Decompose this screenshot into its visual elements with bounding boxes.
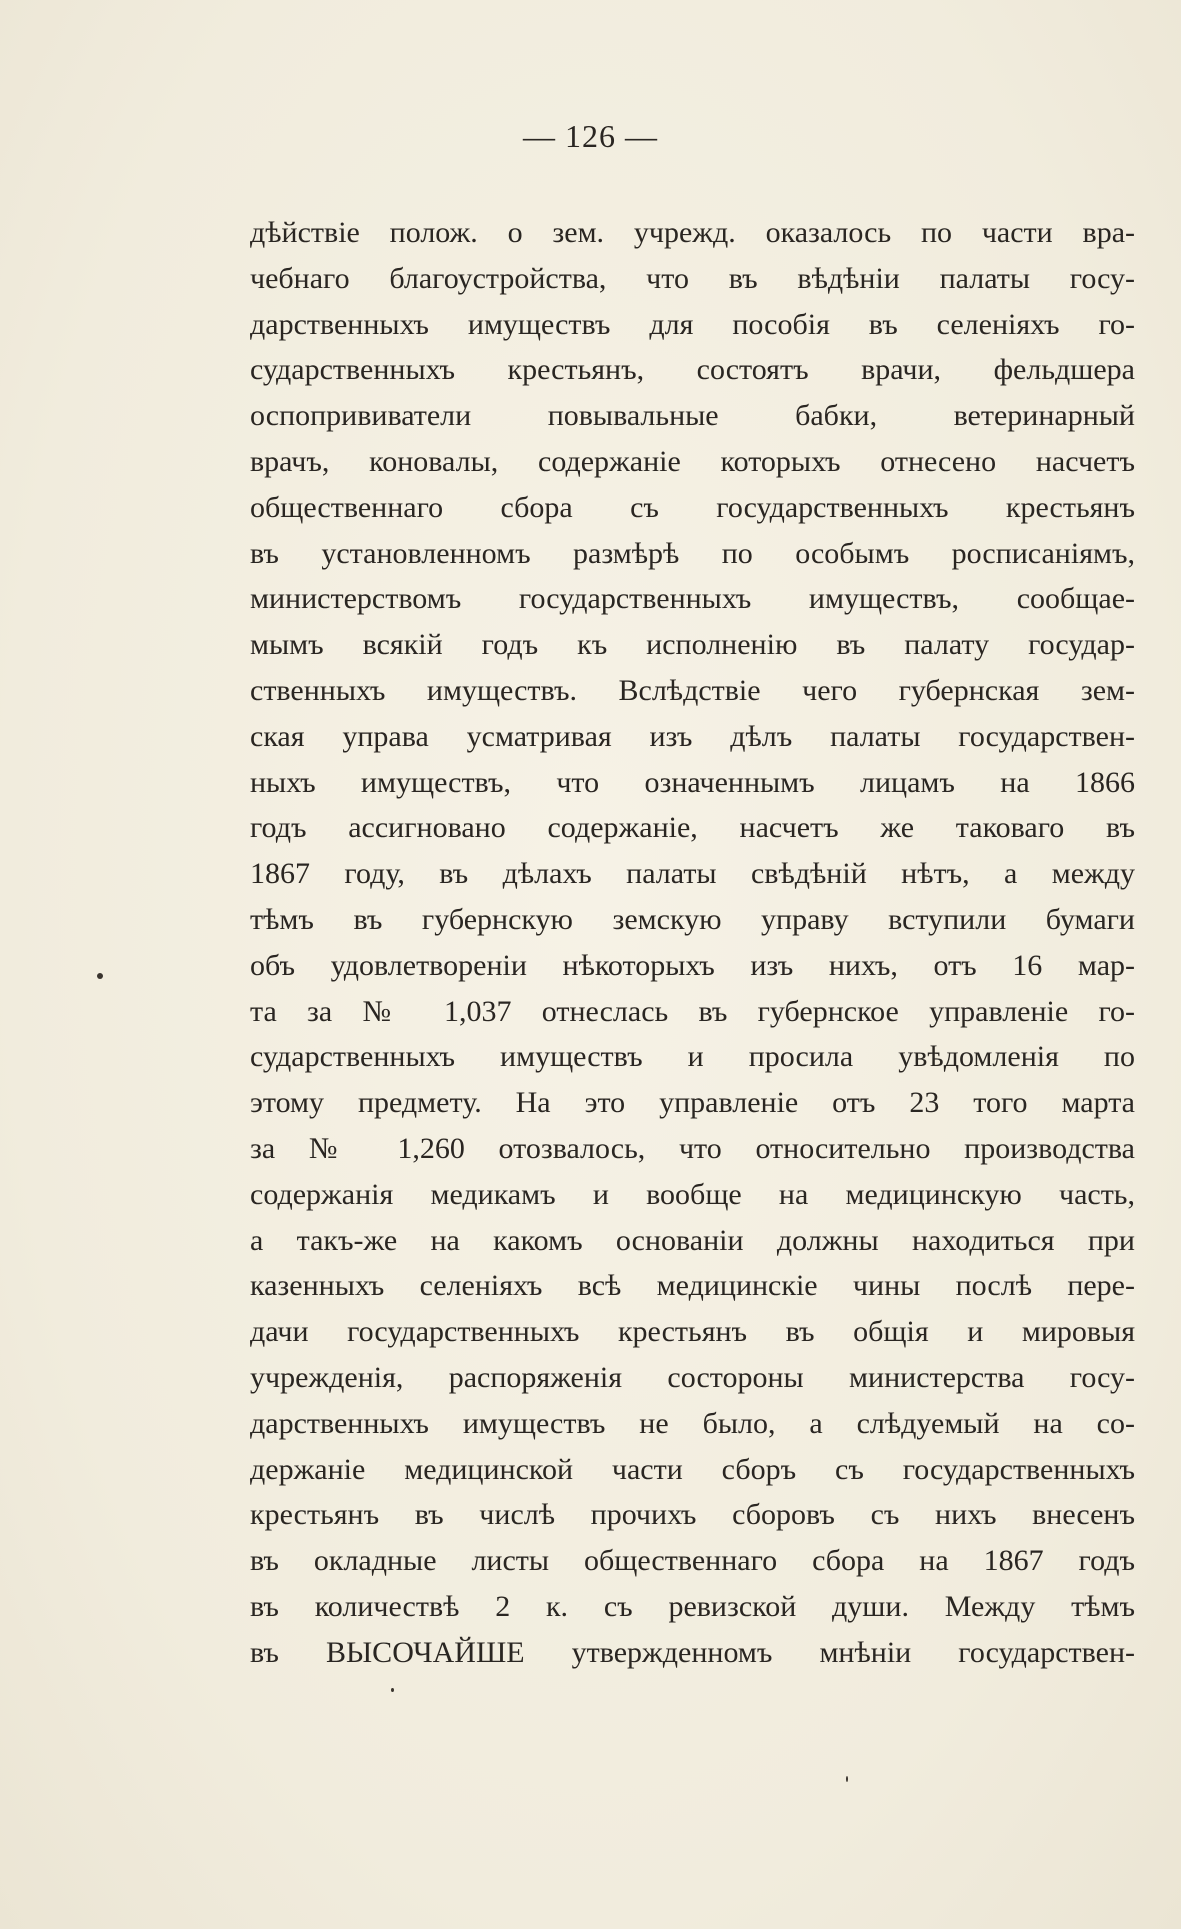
text-line: за № 1,260 отозвалось, что относительно производства	[250, 1131, 1135, 1165]
text-line: ственныхъ имуществъ. Вслѣдствіе чего губернская зем-	[250, 673, 1135, 707]
text-line: ныхъ имуществъ, что означеннымъ лицамъ на 1866	[250, 765, 1135, 799]
text-line: дарственныхъ имуществъ не было, а слѣдуемый на со-	[250, 1406, 1135, 1440]
ink-speck	[391, 1688, 394, 1692]
text-line: въ установленномъ размѣрѣ по особымъ росписаніямъ,	[250, 536, 1135, 570]
text-line: дарственныхъ имуществъ для пособія въ селеніяхъ го-	[250, 307, 1135, 341]
text-line: общественнаго сбора съ государственныхъ крестьянъ	[250, 490, 1135, 524]
text-line: содержанія медикамъ и вообще на медицинскую часть,	[250, 1177, 1135, 1211]
text-line: ская управа усматривая изъ дѣлъ палаты государствен-	[250, 719, 1135, 753]
text-line: сударственныхъ крестьянъ, состоятъ врачи, фельдшера	[250, 353, 1135, 387]
text-line: въ окладные листы общественнаго сбора на 1867 годъ	[250, 1544, 1135, 1578]
text-line: врачъ, коновалы, содержаніе которыхъ отнесено насчетъ	[250, 444, 1135, 478]
ink-speck	[846, 1776, 848, 1782]
page-number: — 126 —	[523, 118, 658, 154]
text-line: объ удовлетвореніи нѣкоторыхъ изъ нихъ, отъ 16 мар-	[250, 948, 1135, 982]
text-line: этому предмету. На это управленіе отъ 23 того марта	[250, 1086, 1135, 1120]
text-line: дачи государственныхъ крестьянъ въ общія и мировыя	[250, 1315, 1135, 1349]
text-line: а такъ-же на какомъ основаніи должны находиться при	[250, 1223, 1135, 1257]
text-line: годъ ассигновано содержаніе, насчетъ же таковаго въ	[250, 811, 1135, 845]
text-line: тѣмъ въ губернскую земскую управу вступили бумаги	[250, 902, 1135, 936]
ink-speck	[97, 973, 103, 979]
text-line: мымъ всякій годъ къ исполненію въ палату государ-	[250, 628, 1135, 662]
text-line: учрежденія, распоряженія состороны министерства госу-	[250, 1360, 1135, 1394]
text-line: чебнаго благоустройства, что въ вѣдѣніи палаты госу-	[250, 261, 1135, 295]
text-line: та за № 1,037 отнеслась въ губернское управленіе го-	[250, 994, 1135, 1028]
text-line: крестьянъ въ числѣ прочихъ сборовъ съ нихъ внесенъ	[250, 1498, 1135, 1532]
text-line: министерствомъ государственныхъ имуществъ, сообщае-	[250, 582, 1135, 616]
text-line: сударственныхъ имуществъ и просила увѣдомленія по	[250, 1040, 1135, 1074]
text-line: въ количествѣ 2 к. съ ревизской души. Между тѣмъ	[250, 1589, 1135, 1623]
text-line: въ ВЫСОЧАЙШЕ утвержденномъ мнѣніи государствен-	[250, 1635, 1135, 1669]
text-line: казенныхъ селеніяхъ всѣ медицинскіе чины послѣ пере-	[250, 1269, 1135, 1303]
body-text	[250, 210, 1135, 1676]
text-line: 1867 году, въ дѣлахъ палаты свѣдѣній нѣтъ, а между	[250, 857, 1135, 891]
text-line: оспопрививатели повывальные бабки, ветеринарный	[250, 399, 1135, 433]
text-line: дѣйствіе полож. о зем. учрежд. оказалось по части вра-	[250, 216, 1135, 249]
text-line: держаніе медицинской части сборъ съ государственныхъ	[250, 1452, 1135, 1486]
